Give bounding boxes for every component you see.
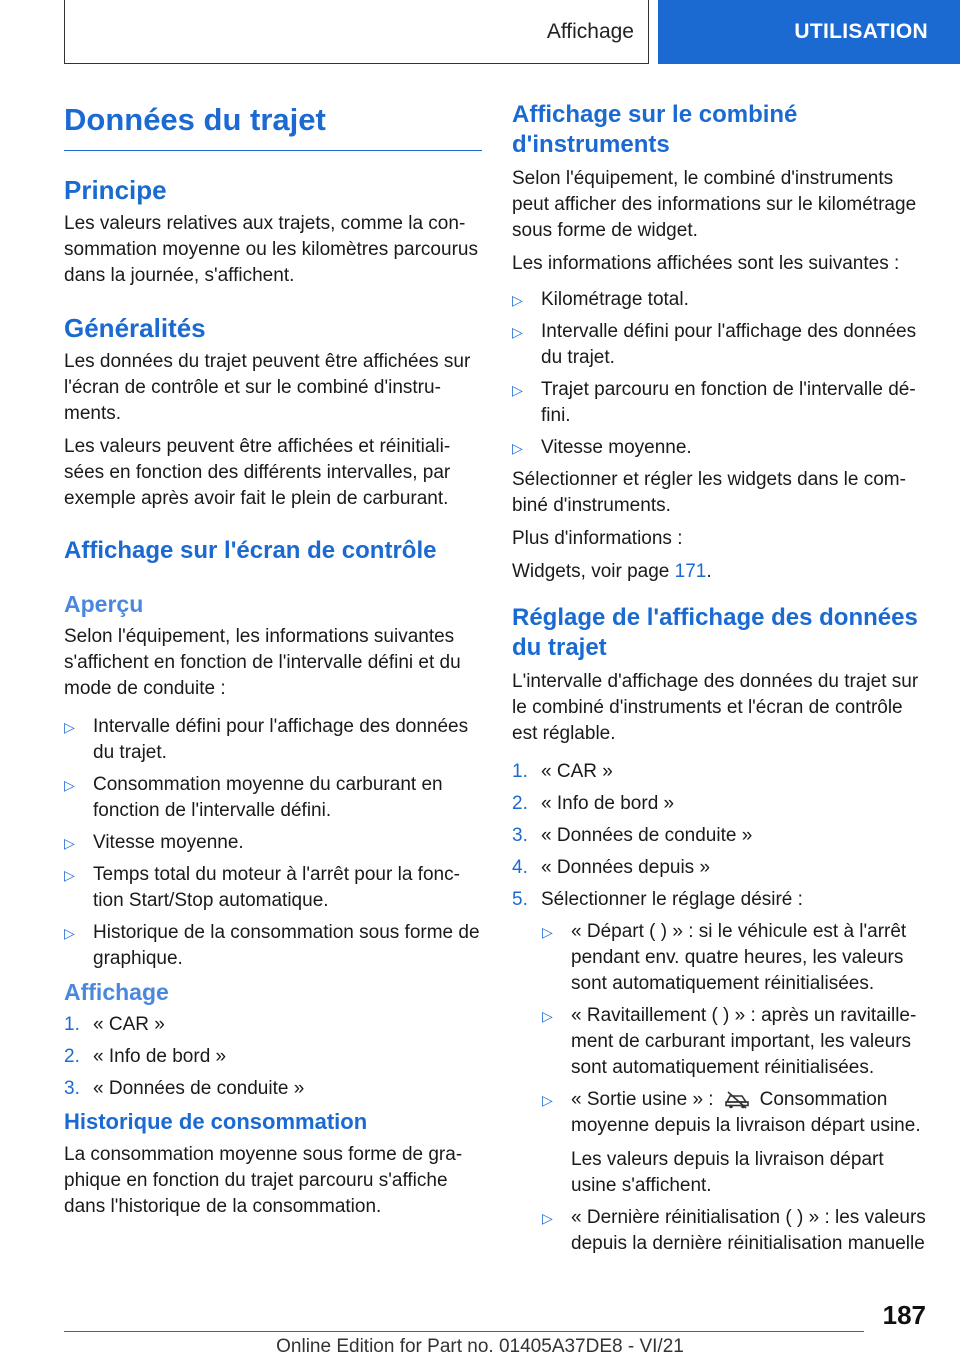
list-item: ▷ Kilométrage total. bbox=[512, 287, 926, 313]
step-item: 3. « Données de conduite » bbox=[64, 1078, 305, 1099]
bullet-triangle-icon: ▷ bbox=[512, 292, 523, 308]
footer-edition: Online Edition for Part no. 01405A37DE8 - VI/21 bbox=[276, 1336, 684, 1357]
step-item: 2. « Info de bord » bbox=[64, 1046, 227, 1067]
list-item: ▷ « Sortie usine » : Consommation moyenne depuis la livraison départ usine. Les valeurs depuis la livraison départ usine s'affichent. bbox=[542, 1087, 926, 1199]
bullet-triangle-icon: ▷ bbox=[64, 719, 75, 735]
list-item: ▷ Intervalle défini pour l'affichage des données du trajet. bbox=[512, 321, 917, 368]
reglage-text: L'intervalle d'affichage des données du trajet sur le combiné d'instruments et l'écran de contrôle est réglable. bbox=[512, 671, 919, 744]
list-item: ▷ « Ravitaillement ( ) » : après un ravitaillement de carburant important, les valeurs sont automatiquement réinitialisées. bbox=[542, 1005, 917, 1078]
combine-paragraph-5: Widgets, voir page 171. bbox=[512, 561, 712, 582]
bullet-triangle-icon: ▷ bbox=[542, 924, 553, 940]
historique-text: La consommation moyenne sous forme de graphique en fonction du trajet parcouru s'affiche dans l'historique de la consommation. bbox=[64, 1144, 463, 1217]
sortie-usine-note: Les valeurs depuis la livraison départ usine s'affichent. bbox=[571, 1149, 884, 1196]
generalites-paragraph-1: Les données du trajet peuvent être affichées sur l'écran de contrôle et sur le combiné d'instruments. bbox=[64, 351, 471, 424]
header-section-title: Affichage bbox=[64, 0, 649, 64]
list-item: ▷ Vitesse moyenne. bbox=[64, 830, 482, 856]
heading-generalites: Généralités bbox=[64, 313, 206, 343]
heading-ecran-controle: Affichage sur l'écran de contrôle bbox=[64, 537, 437, 564]
heading-principe: Principe bbox=[64, 175, 167, 205]
bullet-triangle-icon: ▷ bbox=[64, 835, 75, 851]
bullet-triangle-icon: ▷ bbox=[512, 440, 523, 456]
footer-divider bbox=[64, 1331, 864, 1332]
combine-paragraph-1: Selon l'équipement, le combiné d'instruments peut afficher des informations sur le kilométrage sous forme de widget. bbox=[512, 168, 917, 241]
step-item: 1. « CAR » bbox=[512, 761, 613, 782]
bullet-triangle-icon: ▷ bbox=[542, 1092, 553, 1108]
apercu-list bbox=[64, 714, 482, 972]
list-item: ▷ Vitesse moyenne. bbox=[512, 435, 926, 461]
combine-list bbox=[512, 287, 926, 461]
step-item: 1. « CAR » bbox=[64, 1014, 165, 1035]
page-title: Données du trajet bbox=[64, 100, 482, 151]
bullet-triangle-icon: ▷ bbox=[512, 382, 523, 398]
affichage-steps bbox=[64, 1012, 482, 1102]
bullet-triangle-icon: ▷ bbox=[64, 777, 75, 793]
list-item: ▷ « Dernière réinitialisation ( ) » : les valeurs depuis la dernière réinitialisation manuelle bbox=[542, 1207, 926, 1254]
bullet-triangle-icon: ▷ bbox=[542, 1210, 553, 1226]
bullet-triangle-icon: ▷ bbox=[64, 867, 75, 883]
step-item: 2. « Info de bord » bbox=[512, 793, 675, 814]
heading-affichage: Affichage bbox=[64, 979, 169, 1005]
factory-car-icon bbox=[724, 1089, 750, 1109]
combine-paragraph-4: Plus d'informations : bbox=[512, 528, 683, 549]
page-reference-link[interactable]: 171 bbox=[674, 561, 707, 582]
apercu-text: Selon l'équipement, les informations suivantes s'affichent en fonction de l'intervalle défini et du mode de conduite : bbox=[64, 626, 461, 699]
page-number: 187 bbox=[882, 1300, 926, 1330]
generalites-paragraph-2: Les valeurs peuvent être affichées et réinitialisées en fonction des différents intervalles, par exemple après avoir fait le plein de carburant. bbox=[64, 436, 451, 509]
reglage-steps bbox=[512, 759, 926, 913]
heading-apercu: Aperçu bbox=[64, 591, 144, 617]
bullet-triangle-icon: ▷ bbox=[64, 925, 75, 941]
list-item: ▷ Historique de la consommation sous forme de graphique. bbox=[64, 922, 480, 969]
heading-historique: Historique de consommation bbox=[64, 1109, 368, 1134]
left-column bbox=[64, 100, 482, 1227]
heading-combine-instruments: Affichage sur le combiné d'instruments bbox=[512, 101, 798, 158]
bullet-triangle-icon: ▷ bbox=[512, 324, 523, 340]
combine-paragraph-2: Les informations affichées sont les suivantes : bbox=[512, 253, 900, 274]
bullet-triangle-icon: ▷ bbox=[542, 1008, 553, 1024]
list-item: ▷ Trajet parcouru en fonction de l'intervalle défini. bbox=[512, 379, 916, 426]
right-column bbox=[512, 100, 926, 1263]
step-item: 4. « Données depuis » bbox=[512, 857, 711, 878]
list-item: ▷ Temps total du moteur à l'arrêt pour la fonction Start/Stop automatique. bbox=[64, 864, 460, 911]
list-item: ▷ Consommation moyenne du carburant en fonction de l'intervalle défini. bbox=[64, 774, 443, 821]
header-chapter-tab: UTILISATION bbox=[658, 0, 960, 64]
step-item: 5. Sélectionner le réglage désiré : bbox=[512, 889, 803, 910]
reglage-sub-list bbox=[542, 919, 926, 1257]
list-item: ▷ Intervalle défini pour l'affichage des données du trajet. bbox=[64, 716, 469, 763]
step-item: 3. « Données de conduite » bbox=[512, 825, 753, 846]
combine-paragraph-3: Sélectionner et régler les widgets dans le combiné d'instruments. bbox=[512, 469, 906, 516]
principe-text: Les valeurs relatives aux trajets, comme la consommation moyenne ou les kilomètres parcourus dans la journée, s'affichent. bbox=[64, 213, 478, 286]
heading-reglage: Réglage de l'affichage des données du trajet bbox=[512, 604, 918, 661]
list-item: ▷ « Départ ( ) » : si le véhicule est à l'arrêt pendant env. quatre heures, les valeurs sont automatiquement réinitialisées. bbox=[542, 921, 907, 994]
